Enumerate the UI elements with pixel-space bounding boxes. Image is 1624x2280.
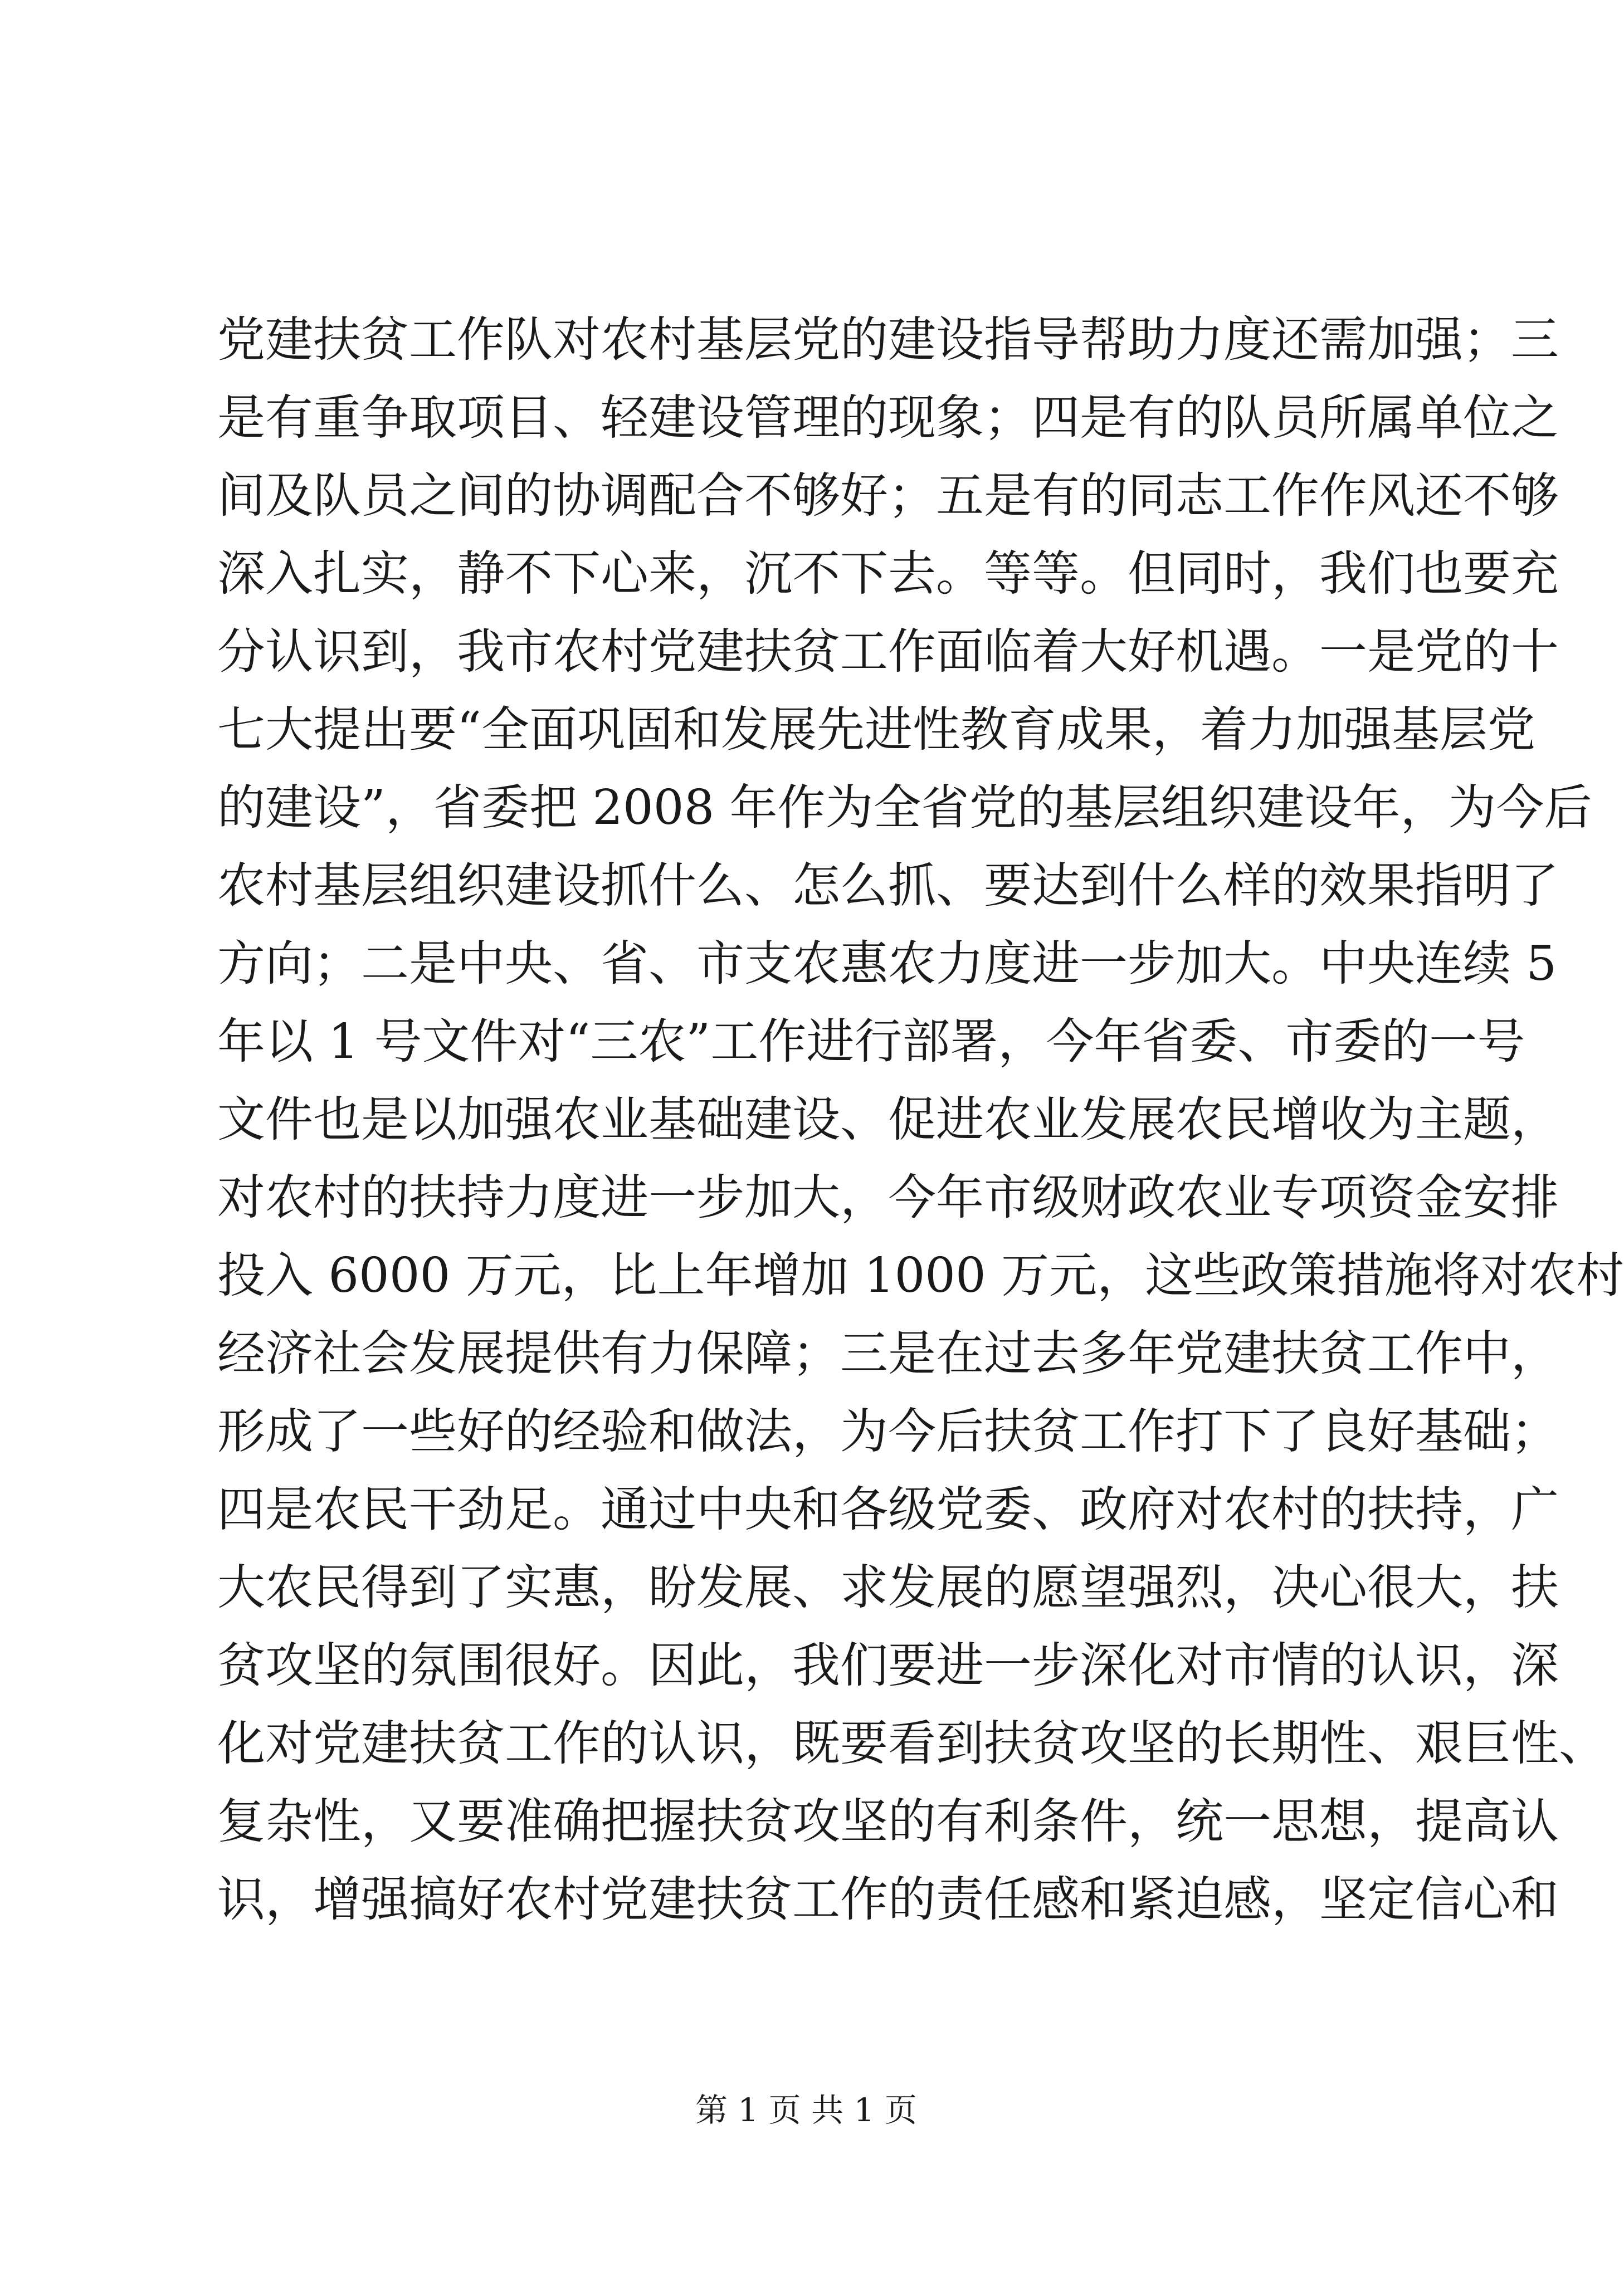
- text-line: 识，增强搞好农村党建扶贫工作的责任感和紧迫感，坚定信心和: [217, 1872, 1559, 1927]
- text-line: 的建设”，省委把 2008 年作为全省党的基层组织建设年，为今后: [217, 780, 1592, 836]
- page-number-footer: 第 1 页 共 1 页: [695, 2091, 917, 2129]
- text-line: 分认识到，我市农村党建扶贫工作面临着大好机遇。一是党的十: [217, 624, 1559, 680]
- text-line: 方向；二是中央、省、市支农惠农力度进一步加大。中央连续 5: [217, 936, 1557, 992]
- text-line: 大农民得到了实惠，盼发展、求发展的愿望强烈，决心很大，扶: [217, 1560, 1559, 1615]
- text-line: 经济社会发展提供有力保障；三是在过去多年党建扶贫工作中，: [217, 1326, 1559, 1381]
- text-line: 农村基层组织建设抓什么、怎么抓、要达到什么样的效果指明了: [217, 858, 1559, 914]
- text-line: 形成了一些好的经验和做法，为今后扶贫工作打下了良好基础；: [217, 1404, 1559, 1459]
- text-line: 是有重争取项目、轻建设管理的现象；四是有的队员所属单位之: [217, 390, 1559, 446]
- text-line: 七大提出要“全面巩固和发展先进性教育成果，着力加强基层党: [217, 702, 1535, 758]
- text-line: 深入扎实，静不下心来，沉不下去。等等。但同时，我们也要充: [217, 546, 1559, 602]
- text-line: 复杂性，又要准确把握扶贫攻坚的有利条件，统一思想，提高认: [217, 1794, 1559, 1849]
- text-line: 党建扶贫工作队对农村基层党的建设指导帮助力度还需加强；三: [217, 312, 1559, 368]
- text-line: 四是农民干劲足。通过中央和各级党委、政府对农村的扶持，广: [217, 1482, 1559, 1537]
- text-line: 文件也是以加强农业基础建设、促进农业发展农民增收为主题，: [217, 1092, 1559, 1148]
- text-line: 年以 1 号文件对“三农”工作进行部署，今年省委、市委的一号: [217, 1014, 1525, 1070]
- body-text: [217, 301, 1624, 1939]
- text-line: 对农村的扶持力度进一步加大，今年市级财政农业专项资金安排: [217, 1170, 1559, 1226]
- text-line: 化对党建扶贫工作的认识，既要看到扶贫攻坚的长期性、艰巨性、: [217, 1716, 1607, 1771]
- text-line: 间及队员之间的协调配合不够好；五是有的同志工作作风还不够: [217, 468, 1559, 524]
- text-line: 贫攻坚的氛围很好。因此，我们要进一步深化对市情的认识，深: [217, 1638, 1559, 1693]
- text-line: 投入 6000 万元，比上年增加 1000 万元，这些政策措施将对农村: [217, 1248, 1624, 1303]
